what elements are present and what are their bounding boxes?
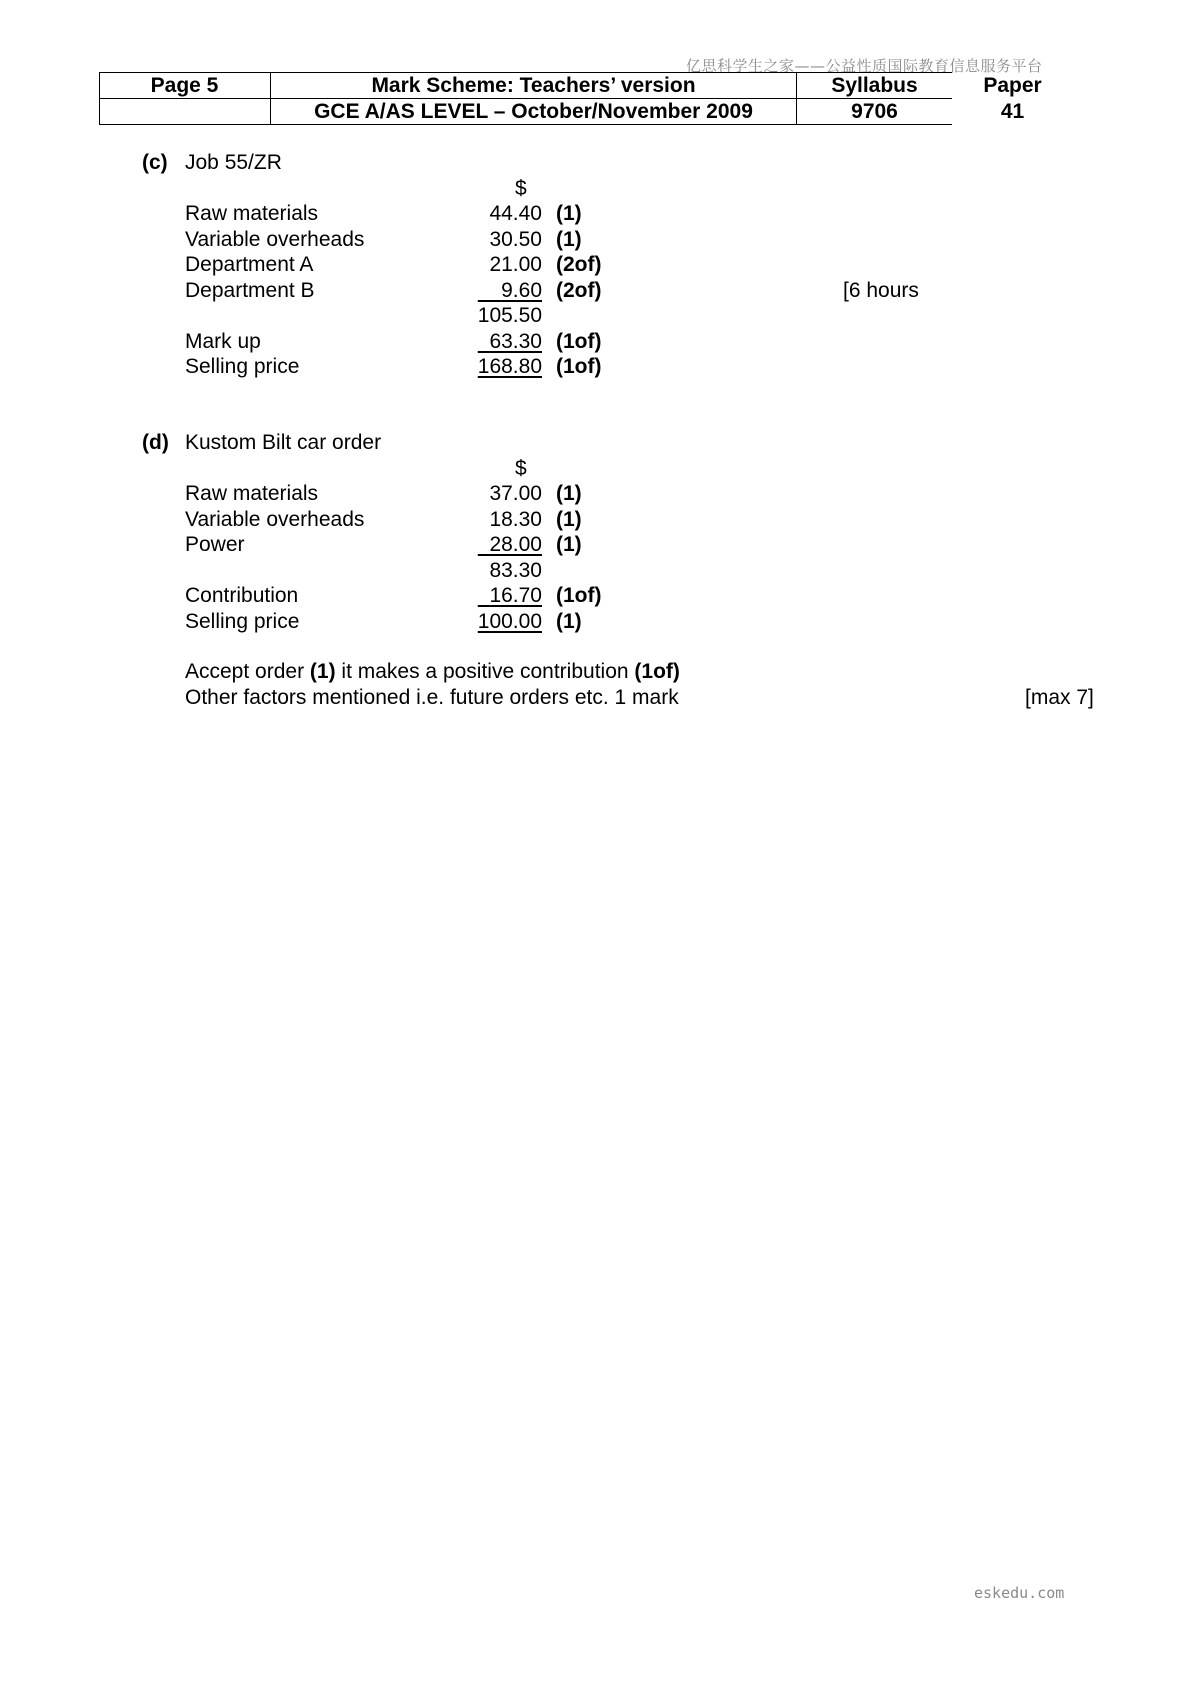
part-d-mark-selling-price: (1): [556, 610, 582, 633]
part-d-value-power-text: 28.00: [489, 533, 542, 556]
accept-order-text-2: it makes a positive contribution: [335, 660, 635, 683]
part-d-mark-power: (1): [556, 533, 582, 556]
part-d-item-selling-price: Selling price: [185, 610, 300, 633]
syllabus-value: 9706: [851, 100, 898, 123]
part-c-currency: $: [515, 177, 527, 200]
watermark-top: 亿思科学生之家——公益性质国际教育信息服务平台: [686, 57, 1043, 75]
part-c-value-raw-materials: 44.40: [489, 202, 542, 225]
part-d-item-variable-overheads: Variable overheads: [185, 508, 365, 531]
part-c-value-selling-price: 168.80: [477, 355, 542, 378]
part-c-item-raw-materials: Raw materials: [185, 202, 319, 225]
syllabus-label: Syllabus: [831, 74, 918, 97]
part-c-item-selling-price: Selling price: [185, 355, 300, 378]
part-c-value-mark-up-pad: [478, 330, 490, 353]
part-c-mark-variable-overheads: (1): [556, 228, 582, 251]
part-c-label: (c): [142, 151, 168, 174]
part-d-item-raw-materials: Raw materials: [185, 482, 319, 505]
part-c-mark-selling-price: (1of): [556, 355, 602, 378]
part-d-currency: $: [515, 457, 527, 480]
part-c-title: Job 55/ZR: [185, 151, 282, 174]
part-c-item-mark-up: Mark up: [185, 330, 261, 353]
part-c-value-department-b-text: 9.60: [501, 279, 542, 302]
part-c-mark-department-b: (2of): [556, 279, 602, 302]
part-c-value-variable-overheads: 30.50: [489, 228, 542, 251]
part-d-mark-variable-overheads: (1): [556, 508, 582, 531]
max-marks: [max 7]: [1025, 686, 1094, 709]
watermark-bottom: eskedu.com: [974, 1584, 1065, 1602]
paper-label: Paper: [983, 74, 1042, 97]
part-c-value-department-b-pad: [478, 279, 501, 302]
part-c-mark-mark-up: (1of): [556, 330, 602, 353]
part-c-value-department-a: 21.00: [489, 253, 542, 276]
part-c-subtotal: 105.50: [477, 304, 542, 327]
page-number: Page 5: [150, 74, 219, 97]
header-top-border: [99, 72, 952, 73]
part-d-value-selling-price: 100.00: [477, 610, 542, 633]
part-d-value-contribution-pad: [478, 584, 490, 607]
accept-order-text-1: Accept order: [185, 660, 310, 683]
part-c-item-variable-overheads: Variable overheads: [185, 228, 365, 251]
other-factors-line: Other factors mentioned i.e. future orders etc. 1 mark: [185, 686, 679, 709]
part-d-value-raw-materials: 37.00: [489, 482, 542, 505]
part-c-note-hours: [6 hours: [843, 279, 919, 302]
part-c-value-department-b: [452, 279, 542, 303]
part-c-item-department-b: Department B: [185, 279, 315, 302]
part-c-mark-raw-materials: (1): [556, 202, 582, 225]
part-d-value-power-pad: [478, 533, 490, 556]
part-d-value-power: [452, 533, 542, 557]
header-middle-border: [99, 98, 952, 99]
part-d-mark-raw-materials: (1): [556, 482, 582, 505]
part-c-mark-department-a: (2of): [556, 253, 602, 276]
part-d-value-variable-overheads: 18.30: [489, 508, 542, 531]
document-title: Mark Scheme: Teachers’ version: [371, 74, 696, 97]
part-d-item-contribution: Contribution: [185, 584, 299, 607]
part-d-mark-contribution: (1of): [556, 584, 602, 607]
part-d-label: (d): [142, 431, 169, 454]
accept-order-mark-1: (1): [309, 660, 336, 683]
part-d-title: Kustom Bilt car order: [185, 431, 382, 454]
header-bottom-border: [99, 124, 952, 125]
paper-value: 41: [1000, 100, 1025, 123]
part-c-value-mark-up: [452, 330, 542, 354]
exam-session: GCE A/AS LEVEL – October/November 2009: [314, 100, 753, 123]
part-d-item-power: Power: [185, 533, 245, 556]
part-d-value-contribution: [452, 584, 542, 608]
part-d-value-contribution-text: 16.70: [489, 584, 542, 607]
part-d-subtotal: 83.30: [489, 559, 542, 582]
part-c-value-mark-up-text: 63.30: [489, 330, 542, 353]
accept-order-line: [185, 660, 680, 684]
accept-order-mark-2: (1of): [634, 660, 680, 683]
part-c-item-department-a: Department A: [185, 253, 314, 276]
